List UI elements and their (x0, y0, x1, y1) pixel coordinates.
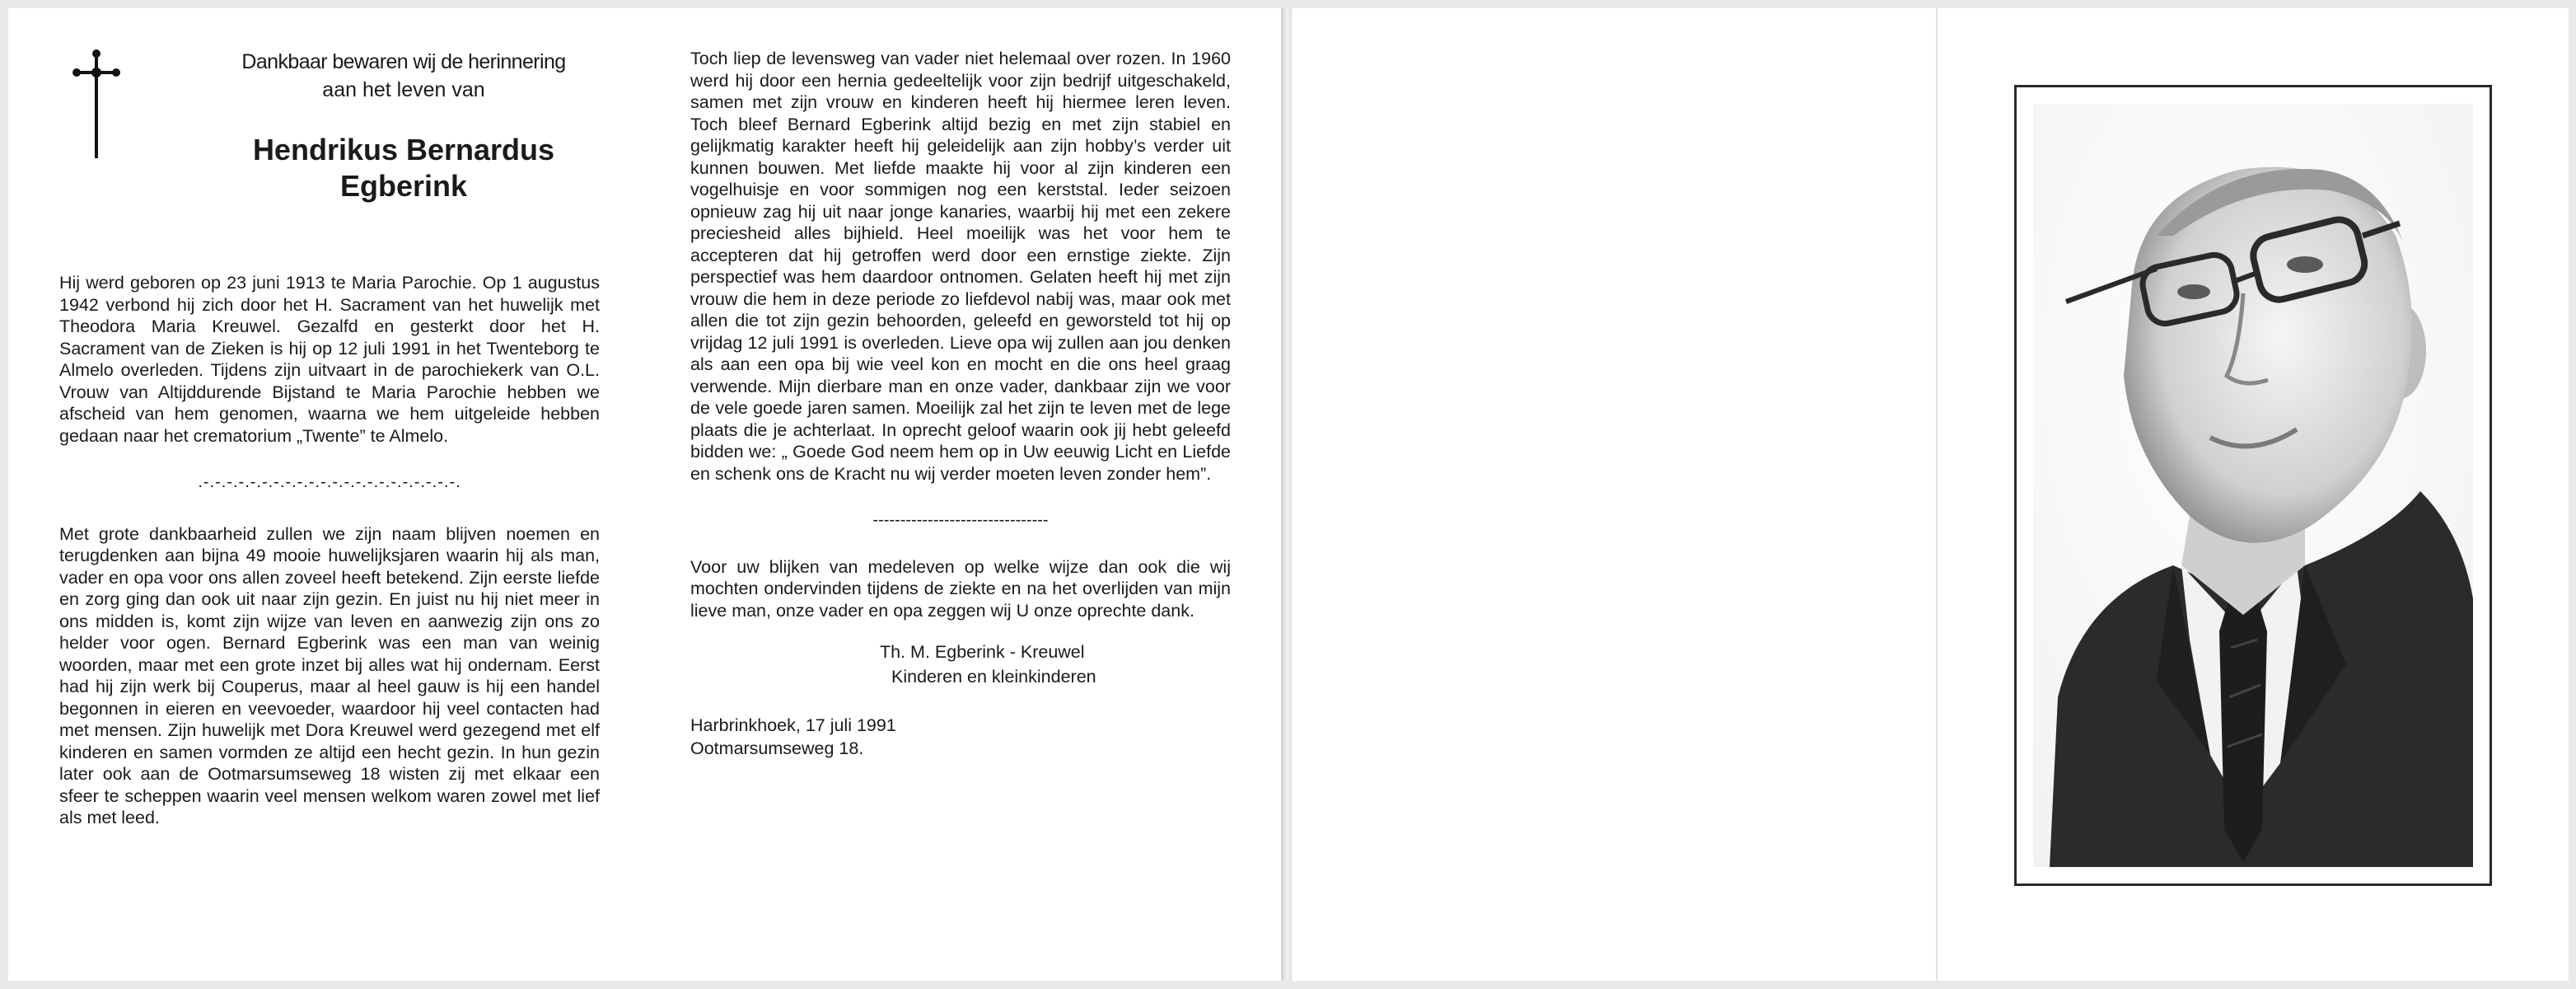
place-date-block (690, 714, 1231, 760)
life-story-paragraph: Toch liep de levensweg van vader niet helemaal over rozen. In 1960 werd hij door een hernia gedeeltelijk voor zijn bedrijf uitgeschakeld, samen met zijn vrouw en kinderen heeft hij hiermee leren leven. Toch bleef Bernard Egberink altijd bezig en met zijn stabiel en gelijkmatig karakter heeft hij geleidelijk aan zijn hobby’s verder uit kunnen bouwen. Met liefde maakte hij voor al zijn kinderen een vogelhuisje en voor sommigen nog een kerststal. Ieder seizoen opnieuw zag hij uit naar jonge kanaries, waarbij hij met een zekere preciesheid alles bijhield. Heel moeilijk was het voor hem te accepteren dat hij getroffen werd door een ernstige ziekte. Zijn perspectief was hem daardoor ontnomen. Gelaten heeft hij met zijn vrouw die hem in deze periode zo liefdevol nabij was, maar ook met allen die tot zijn gezin behoorden, geleefd en geworsteld tot hij op vrijdag 12 juli 1991 is overleden. Lieve opa wij zullen aan jou denken als aan een opa bij wie veel kon en mocht en die ons heel graag verwende. Mijn dierbare man en onze vader, dankbaar zijn we voor de vele goede jaren samen. Moeilijk zal het zijn te leven met de lege plaats die je achterlaat. In oprecht geloof waarin ook jij hebt geleefd bidden we: „ Goede God neem hem op in Uw eeuwig Licht en Liefde en schenk ons de Kracht nu wij verder moeten leven zonder hem”. (690, 49, 1231, 484)
text-column-1 (59, 272, 600, 829)
signature-family: Kinderen en kleinkinderen (891, 667, 1096, 687)
heading-line-2: aan het leven van (322, 78, 485, 101)
heading-line-1: Dankbaar bewaren wij de herinnering (241, 50, 566, 73)
biography-paragraph: Hij werd geboren op 23 juni 1913 te Maria Parochie. Op 1 augustus 1942 verbond hij zich door het H. Sacrament van het huwelijk met Theodora Maria Kreuwel. Gezalfd en gesterkt door het H. Sacrament van de Zieken is hij op 12 juli 1991 in het Twenteborg te Almelo overleden. Tijdens zijn uitvaart in de parochiekerk van O.L. Vrouw van Altijddurende Bijstand te Maria Parochie hebben we afscheid van hem genomen, waarna we hem uitgeleide hebben gedaan naar het crematorium „Twente” te Almelo. (59, 273, 600, 446)
dotted-separator: .-.-.-.-.-.-.-.-.-.-.-.-.-.-.-.-.-.-.-.-.-.-. (198, 473, 461, 491)
dashed-separator: -------------------------------- (872, 511, 1049, 529)
text-column-2 (690, 48, 1231, 760)
signature-block (690, 640, 1231, 689)
signature-name: Th. M. Egberink - Kreuwel (880, 642, 1085, 662)
deceased-name-last: Egberink (339, 169, 468, 203)
portrait-photo (2033, 104, 2473, 867)
address: Ootmarsumseweg 18. (690, 738, 864, 758)
card-heading (198, 48, 610, 204)
deceased-name-first: Hendrikus Bernardus (252, 133, 555, 166)
right-fold (1936, 8, 1938, 981)
remembrance-paragraph: Met grote dankbaarheid zullen we zijn naam blijven noemen en terugdenken aan bijna 49 mooie huwelijksjaren waarin hij als man, vader en opa voor ons allen zoveel heeft betekend. Zijn eerste liefde en zorg ging dan ook uit naar zijn gezin. En juist nu hij niet meer in ons midden is, komt zijn wijze van leven en aanwezig zijn ons zo helder voor ogen. Bernard Egberink was een man van weinig woorden, maar met een grote inzet bij alles wat hij ondernam. Eerst had hij zijn werk bij Couperus, maar al heel gauw is hij een handel begonnen in eieren en veevoeder, waardoor hij veel contacten had met mensen. Zijn huwelijk met Dora Kreuwel werd gezegend met elf kinderen en samen vormden ze altijd een hecht gezin. In hun gezin later ook aan de Ootmarsumseweg 18 wisten zij met elkaar een sfeer te scheppen waarin veel mensen welkom waren zowel met lief als met leed. (59, 523, 600, 827)
thanks-paragraph: Voor uw blijken van medeleven op welke wijze dan ook die wij mochten ondervinden tijdens de ziekte en na het overlijden van mijn lieve man, onze vader en opa zeggen wij U onze oprechte dank. (690, 556, 1231, 621)
portrait-frame (2014, 85, 2492, 886)
place-date: Harbrinkhoek, 17 juli 1991 (690, 715, 896, 735)
center-fold (1281, 8, 1292, 981)
cross-icon (72, 48, 120, 163)
